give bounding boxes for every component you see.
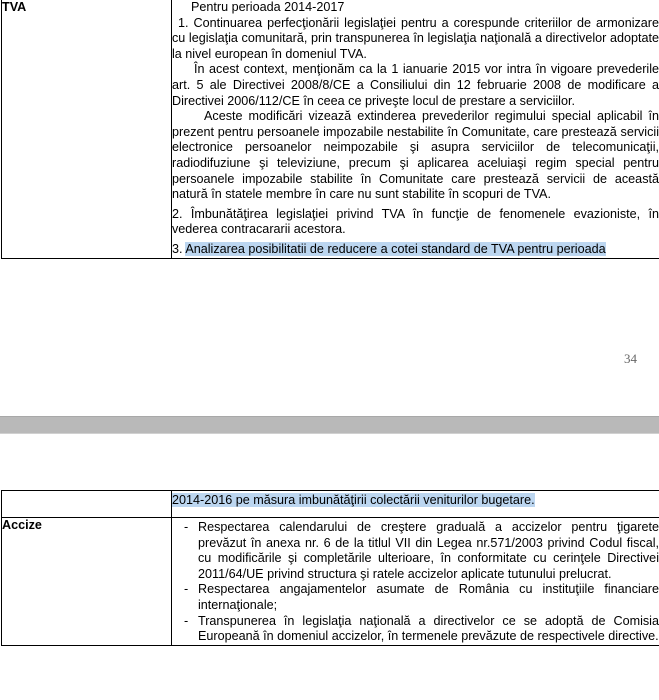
empty-label-cell: [2, 491, 172, 518]
tva-content-cell: [172, 0, 659, 258]
paragraph-5: [172, 242, 659, 258]
highlighted-continuation: 2014-2016 pe măsura imbunătăţirii colectării veniturilor bugetare.: [172, 493, 535, 507]
list-item: - Respectarea angajamentelor asumate de România cu instituţiile financiare internaţionale;: [172, 582, 659, 613]
page-number: 34: [624, 351, 637, 366]
tva-table: [1, 0, 659, 259]
document-page-2: [0, 436, 659, 700]
list-item: - Transpunerea în legislaţia naţională a directivelor ce se adoptă de Comisia Europeană în domeniul accizelor, în termenele prevăzute de respectivele directive.: [172, 614, 659, 645]
row-label-accize: Accize: [2, 518, 172, 646]
accize-content-cell: [172, 518, 659, 646]
period-heading: Pentru perioada 2014-2017: [191, 0, 345, 14]
page-separator: [0, 396, 659, 436]
paragraph-2: În acest context, menţionăm ca la 1 ianuarie 2015 vor intra în vigoare prevederile art. 5 ale Directivei 2008/8/CE a Consiliului din 12 februarie 2008 de modificare a Directivei 2006/112/CE în ceea ce priveşte locul de prestare a serviciilor.: [172, 62, 659, 108]
accize-table: [1, 490, 659, 646]
list-item: - Respectarea calendarului de creştere graduală a accizelor pentru ţigarete prevăzut în anexa nr. 6 de la titlul VII din Legea nr.571/2003 privind Codul fiscal, cu modificările şi completările ulterioare, în conformitate cu cerinţele Directivei 2011/64/UE privind structura şi ratele accizelor aplicate tutunului prelucrat.: [172, 520, 659, 582]
table-row: [2, 0, 659, 258]
accize-list: [172, 520, 659, 645]
continuation-cell: [172, 491, 659, 518]
row-label-tva: TVA: [2, 0, 172, 258]
highlighted-text: Analizarea posibilitatii de reducere a cotei standard de TVA pentru perioada: [185, 241, 606, 256]
paragraph-3: Aceste modificări vizează extinderea prevederilor regimului special aplicabil în prezent pentru persoanele impozabile nestabilite în Comunitate, care prestează servicii electronice persoanelor neimpozabile şi asupra serviciilor de telecomunicaţii, radiodifuziune şi televiziune, precum şi aplicarea aceluiaşi regim special pentru persoanele impozabile stabilite în Comunitate care prestează servicii de această natură în statele membre în care nu sunt stabilite în scopuri de TVA.: [172, 109, 659, 202]
paragraph-1: 1. Continuarea perfecţionării legislaţiei pentru a corespunde criteriilor de armonizare cu legislaţia comunitară, prin transpunerea în legislaţia naţională a directivelor adoptate la nivel european în domeniul TVA.: [172, 15, 659, 61]
separator-band: [0, 416, 659, 434]
table-row: [2, 518, 659, 646]
paragraph-4: 2. Îmbunătăţirea legislaţiei privind TVA în funcţie de fenomenele evazioniste, în vederea contracararii acestora.: [172, 206, 659, 237]
paragraph-5-number: 3.: [172, 241, 183, 256]
table-row: [2, 491, 659, 518]
